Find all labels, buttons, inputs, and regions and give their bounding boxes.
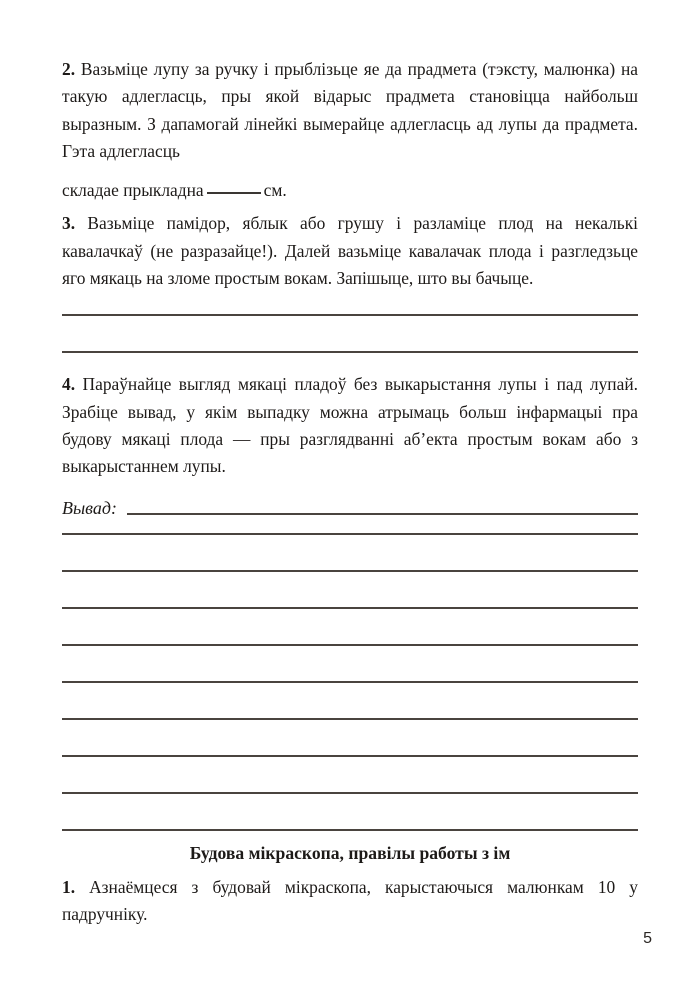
answer-line[interactable]: [62, 681, 638, 683]
spacer: [62, 831, 638, 841]
section-heading-microscope: Будова мікраскопа, правілы работы з ім: [189, 842, 511, 863]
bottom-task-1-paragraph: [62, 874, 638, 929]
answer-line[interactable]: [62, 718, 638, 720]
task-4-text: Параўнайце выгляд мякаці пладоў без выкарыстання лупы і пад лупай. Зрабіце вывад, у якім выпадку можна атрымаць больш інфармацыі пра будову мякаці плода — пры разглядванні аб’екта простым вокам або з выкарыстаннем лупы.: [62, 374, 638, 477]
task-3-text: Вазьміце памідор, яблык або грушу і разламіце плод на некалькі кавалачкаў (не разразайце!). Далей вазьміце кавалачак плода і разгледзьце яго мякаць на зломе простым вокам. Запішыце, што вы бачыце.: [62, 213, 638, 289]
task-2-text: Вазьміце лупу за ручку і прыблізьце яе да прадмета (тэксту, малюнка) на такую адлегласць, пры якой відарыс прадмета становіцца найбольш выразным. З дапамогай лінейкі вымерайце адлегласць ад лупы да прадмета. Гэта адлегласць: [62, 59, 638, 161]
answer-line[interactable]: [62, 570, 638, 572]
page-number: 5: [643, 930, 652, 947]
task-3-number: 3.: [62, 213, 76, 234]
answer-lines-task-3: [62, 314, 638, 353]
answer-line[interactable]: [62, 755, 638, 757]
task-3-paragraph: [62, 210, 638, 292]
task-2-continuation-before: складае прыкладна: [62, 180, 204, 201]
spacer: [62, 353, 638, 371]
task-2-paragraph: [62, 56, 638, 165]
spacer: [62, 865, 638, 874]
fill-in-blank-distance[interactable]: [207, 192, 261, 194]
task-2-number: 2.: [62, 59, 76, 79]
answer-lines-conclusion: [62, 533, 638, 831]
conclusion-label: Вывад:: [62, 497, 117, 518]
conclusion-row: [62, 497, 638, 519]
task-4-paragraph: [62, 371, 638, 480]
spacer: [62, 481, 638, 497]
spacer: [62, 519, 638, 533]
page-content: [62, 56, 638, 928]
task-4-number: 4.: [62, 374, 76, 395]
spacer: [62, 292, 638, 314]
answer-line[interactable]: [62, 607, 638, 609]
bottom-task-1-text: Азнаёмцеся з будовай мікраскопа, карыстаючыся малюнкам 10 у падручніку.: [62, 876, 638, 924]
answer-line[interactable]: [62, 792, 638, 794]
bottom-task-1-number: 1.: [62, 876, 76, 897]
task-2-continuation-after: см.: [263, 180, 287, 201]
spacer: [62, 165, 638, 177]
answer-line[interactable]: [62, 314, 638, 316]
answer-line[interactable]: [62, 533, 638, 535]
conclusion-answer-line[interactable]: [127, 513, 638, 515]
task-2-continuation: [62, 177, 638, 204]
answer-line[interactable]: [62, 644, 638, 646]
